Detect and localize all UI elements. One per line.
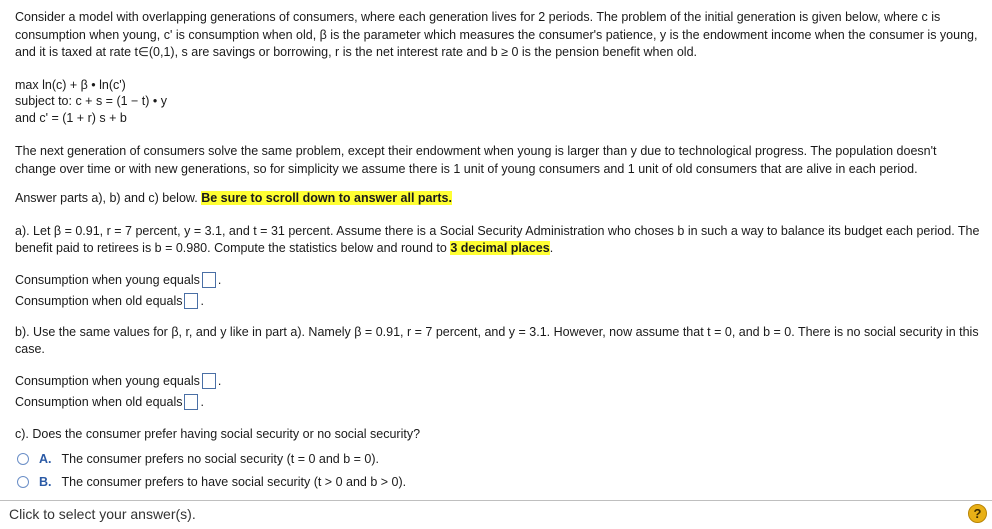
model-equations — [15, 77, 980, 127]
part-b-young-answer-input[interactable] — [202, 373, 216, 389]
option-b-letter: B. — [39, 474, 52, 489]
part-a-young-answer-input[interactable] — [202, 272, 216, 288]
part-a-young-row — [15, 270, 980, 291]
part-a-end: . — [549, 241, 554, 255]
part-a-young-label: Consumption when young equals — [15, 273, 200, 287]
instructions — [15, 190, 980, 208]
option-b[interactable] — [15, 470, 980, 493]
option-a-text[interactable]: The consumer prefers no social security (t = 0 and b = 0). — [61, 451, 380, 466]
part-a-old-period: . — [200, 294, 204, 308]
option-a[interactable] — [15, 447, 980, 470]
option-b-text[interactable]: The consumer prefers to have social security (t > 0 and b > 0). — [61, 474, 407, 489]
scroll-warning-highlight: Be sure to scroll down to answer all parts. — [201, 191, 452, 205]
problem-intro: Consider a model with overlapping generations of consumers, where each generation lives for 2 periods. The problem of the initial generation is given below, where c is consumption when young, c' is consumption when old, β is the parameter which measures the consumer's patience, y is the endowment income when the consumer is young, and it is taxed at rate t∈(0,1), s are savings or borrowing, r is the net interest rate and b ≥ 0 is the pension benefit when old. — [15, 10, 978, 59]
question-content — [15, 9, 980, 493]
budget-constraint-old: and c' = (1 + r) s + b — [15, 110, 127, 125]
part-a-old-answer-input[interactable] — [184, 293, 198, 309]
part-b-old-answer-input[interactable] — [184, 394, 198, 410]
objective-function: max ln(c) + β • ln(c') — [15, 77, 126, 92]
status-footer — [0, 500, 992, 529]
option-b-radio[interactable] — [17, 476, 29, 488]
budget-constraint-young: subject to: c + s = (1 − t) • y — [15, 94, 168, 108]
part-b-old-row — [15, 392, 980, 413]
part-b-question: b). Use the same values for β, r, and y like in part a). Namely β = 0.91, r = 7 percent, and y = 3.1. However, now assume that t = 0, and b = 0. There is no social security in this case. — [15, 324, 979, 356]
problem-context: The next generation of consumers solve the same problem, except their endowment when young is larger than y due to technological progress. The population doesn't change over time or with new generations, so for simplicity we assume there is 1 unit of young consumers and 1 unit of old consumers that are alive in each period. — [15, 144, 937, 176]
part-c-question: c). Does the consumer prefer having social security or no social security? — [15, 426, 421, 441]
part-a-text: a). Let β = 0.91, r = 7 percent, y = 3.1, and t = 31 percent. Assume there is a Social Security Administration who choses b in such a way to balance its budget each period. The benefit paid to retirees is b = 0.980. Compute the statistics below and round to — [15, 223, 980, 255]
option-a-radio[interactable] — [17, 453, 29, 465]
part-b-young-label: Consumption when young equals — [15, 374, 200, 388]
part-a-old-row — [15, 291, 980, 312]
instructions-text: Answer parts a), b) and c) below. — [15, 191, 202, 205]
part-a-old-label: Consumption when old equals — [15, 294, 183, 308]
status-text: Click to select your answer(s). — [9, 506, 196, 522]
part-b-old-label: Consumption when old equals — [15, 395, 183, 409]
decimal-places-highlight: 3 decimal places — [450, 241, 550, 255]
part-b-old-period: . — [200, 395, 204, 409]
part-b-young-row — [15, 371, 980, 392]
part-a-question — [15, 223, 980, 258]
help-question-icon[interactable]: ? — [968, 504, 987, 523]
part-b-young-period: . — [217, 374, 222, 388]
part-a-young-period: . — [217, 273, 222, 287]
option-a-letter: A. — [39, 451, 52, 466]
